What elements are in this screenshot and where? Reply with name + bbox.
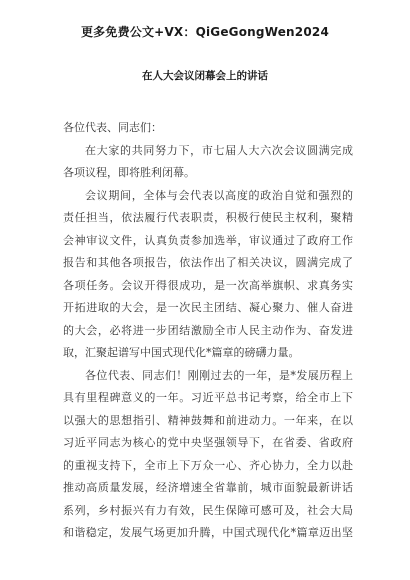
body-line: 具有里程碑意义的一年。习近平总书记考察，给全市上下 [63,391,353,404]
body-line: 的重视支持下，全市上下万众一心、齐心协力，全力以赴 [63,458,353,472]
body-line: 推动高质量发展，经济增速全省靠前，城市面貌最新讲话 [63,481,353,494]
speech-title: 在人大会议闭幕会上的讲话 [142,70,268,82]
body-line: 各项任务。会议开得很成功，是一次高举旗帜、求真务实 [63,278,353,292]
body-line: 以强大的思想指引、精神鼓舞和前进动力。一年来，在以 [63,413,353,427]
body-line: 系列，乡村振兴有力有效，民生保障可感可及，社会大局 [63,503,353,517]
body-line: 开拓进取的大会，是一次民主团结、凝心聚力、催人奋进 [63,301,353,314]
body-line: 报告和其他各项报告，依法作出了相关决议，圆满完成了 [63,256,353,269]
body-line: 责任担当，依法履行代表职责，积极行使民主权利，聚精 [63,211,353,224]
speech-body [63,117,353,545]
body-line: 习近平同志为核心的党中央坚强领导下，在省委、省政府 [63,436,353,449]
body-line: 在大家的共同努力下，市七届人大六次会议圆满完成 [85,143,353,157]
promo-header: 更多免费公文+VX：QiGeGongWen2024 [80,25,329,39]
body-line: 各项议程，即将胜利闭幕。 [63,166,195,179]
body-line: 各位代表、同志们！刚刚过去的一年，是*发展历程上 [85,368,353,382]
body-line: 会神审议文件，认真负责参加选举，审议通过了政府工作 [63,233,353,247]
body-line: 的大会，必将进一步团结激励全市人民主动作为、奋发进 [63,323,353,337]
salutation-line: 各位代表、同志们： [63,121,162,134]
body-line: 和谐稳定，发展气场更加升腾，中国式现代化*篇章迈出坚 [63,526,353,539]
body-line: 会议期间，全体与会代表以高度的政治自觉和强烈的 [85,188,353,202]
body-line: 取，汇聚起谱写中国式现代化*篇章的磅礴力量。 [63,346,300,359]
